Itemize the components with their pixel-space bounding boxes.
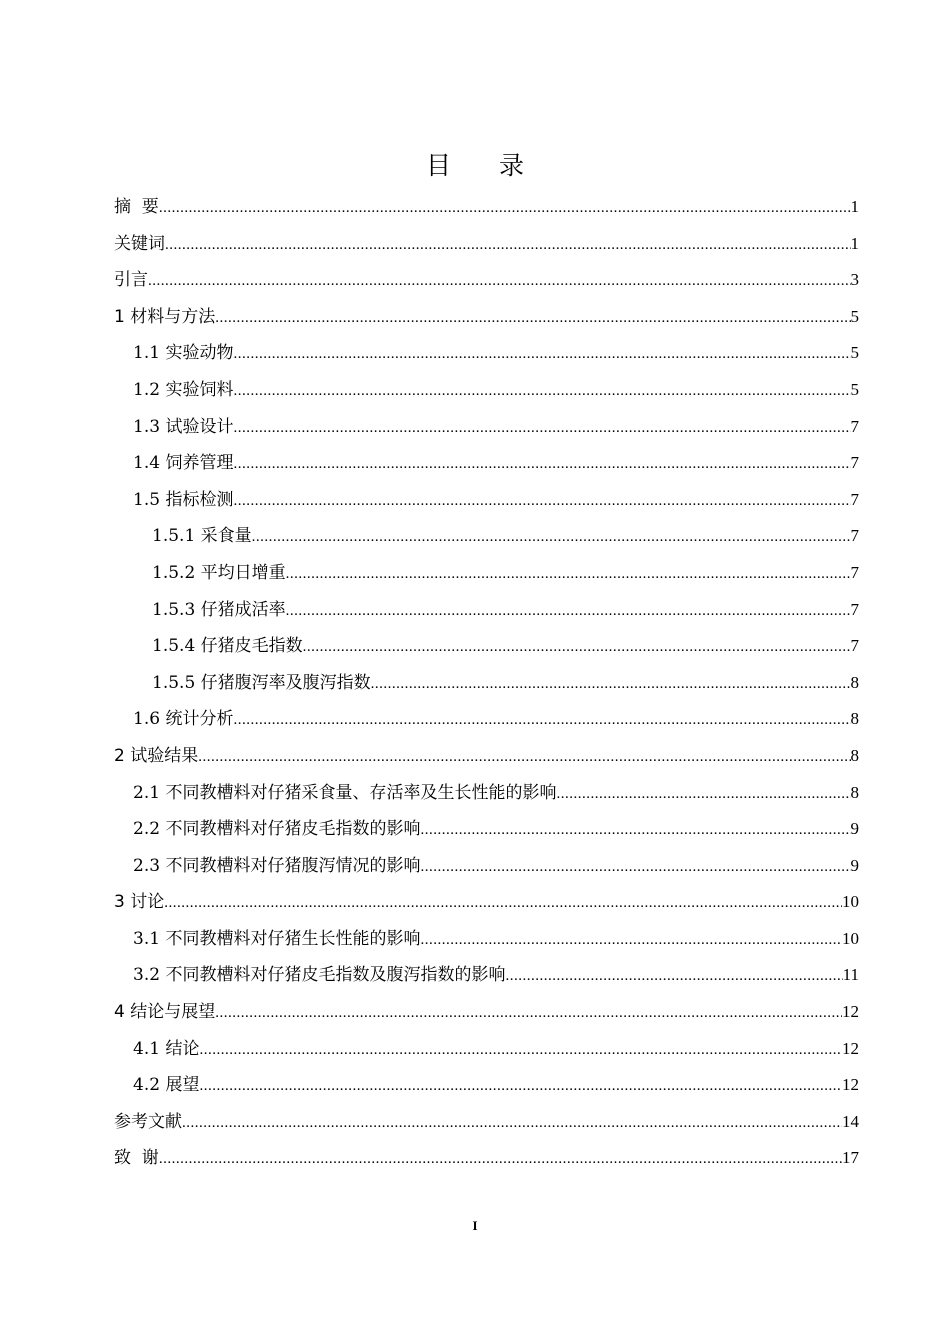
toc-entry-label: 引言 (114, 270, 148, 291)
toc-entry-label: 4 结论与展望 (114, 1002, 216, 1023)
toc-dot-leader (233, 486, 850, 516)
toc-dot-leader (182, 1108, 842, 1138)
toc-dot-leader (420, 925, 842, 955)
toc-dot-leader (164, 888, 842, 918)
toc-entry-page-number: 9 (850, 819, 859, 839)
toc-entry-page-number: 8 (850, 745, 859, 765)
toc-dot-leader (233, 413, 850, 443)
table-of-contents (114, 192, 859, 1180)
toc-dot-leader (159, 1144, 842, 1174)
toc-entry-label: 参考文献 (114, 1111, 182, 1132)
toc-dot-leader (252, 522, 851, 552)
toc-entry[interactable] (114, 448, 859, 485)
toc-entry-page-number: 7 (850, 562, 859, 582)
toc-entry[interactable] (114, 485, 859, 522)
toc-dot-leader (233, 705, 850, 735)
toc-entry[interactable] (114, 412, 859, 449)
toc-entry[interactable] (114, 924, 859, 961)
toc-dot-leader (420, 815, 850, 845)
toc-entry[interactable] (114, 375, 859, 412)
toc-entry-label: 1.1 实验动物 (133, 343, 234, 364)
toc-entry-label: 关键词 (114, 233, 165, 254)
toc-entry[interactable] (114, 521, 859, 558)
toc-dot-leader (148, 266, 851, 296)
toc-entry-page-number: 12 (842, 1038, 859, 1058)
page-number: I (472, 1218, 478, 1233)
toc-entry[interactable] (114, 1070, 859, 1107)
toc-entry-page-number: 8 (850, 782, 859, 802)
toc-entry-page-number: 1 (850, 197, 859, 216)
toc-entry[interactable] (114, 338, 859, 375)
toc-dot-leader (371, 669, 851, 699)
toc-entry-label: 1.5.5 仔猪腹泻率及腹泻指数 (152, 672, 371, 693)
toc-entry[interactable] (114, 192, 859, 229)
toc-entry-page-number: 17 (842, 1148, 859, 1168)
toc-entry-label: 3.1 不同教槽料对仔猪生长性能的影响 (133, 928, 421, 949)
toc-entry-label: 4.2 展望 (133, 1075, 200, 1096)
toc-entry[interactable] (114, 558, 859, 595)
toc-entry[interactable] (114, 851, 859, 888)
toc-dot-leader (420, 852, 850, 882)
toc-entry[interactable] (114, 887, 859, 924)
toc-entry-page-number: 7 (850, 599, 859, 619)
toc-entry-page-number: 7 (850, 453, 859, 473)
toc-dot-leader (199, 1071, 842, 1101)
toc-entry[interactable] (114, 741, 859, 778)
toc-entry-page-number: 9 (850, 855, 859, 875)
toc-entry-label: 1.5.4 仔猪皮毛指数 (152, 636, 303, 657)
toc-dot-leader (233, 376, 850, 406)
toc-entry-page-number: 14 (842, 1111, 859, 1131)
toc-dot-leader (556, 779, 850, 809)
toc-entry-page-number: 5 (850, 379, 859, 399)
toc-dot-leader (165, 230, 851, 260)
toc-entry[interactable] (114, 704, 859, 741)
toc-dot-leader (215, 998, 842, 1028)
toc-entry-label: 1 材料与方法 (114, 306, 216, 327)
toc-entry[interactable] (114, 778, 859, 815)
toc-entry-page-number: 10 (842, 928, 859, 948)
toc-entry-label: 2 试验结果 (114, 745, 199, 766)
toc-entry-page-number: 5 (850, 343, 859, 363)
toc-entry-label: 2.3 不同教槽料对仔猪腹泻情况的影响 (133, 855, 421, 876)
toc-entry-label: 1.6 统计分析 (133, 709, 234, 730)
toc-entry-page-number: 7 (850, 526, 859, 546)
toc-entry-label: 1.4 饲养管理 (133, 453, 234, 474)
toc-entry-label: 4.1 结论 (133, 1038, 200, 1059)
toc-entry-page-number: 5 (850, 306, 859, 326)
toc-entry[interactable] (114, 668, 859, 705)
toc-dot-leader (198, 742, 850, 772)
toc-entry[interactable] (114, 595, 859, 632)
toc-entry[interactable] (114, 302, 859, 339)
toc-entry-page-number: 8 (850, 672, 859, 692)
toc-entry-label: 1.3 试验设计 (133, 416, 234, 437)
toc-dot-leader (505, 961, 842, 991)
toc-entry[interactable] (114, 960, 859, 997)
toc-entry[interactable] (114, 1034, 859, 1071)
toc-entry-label: 2.2 不同教槽料对仔猪皮毛指数的影响 (133, 819, 421, 840)
toc-dot-leader (303, 632, 851, 662)
toc-entry[interactable] (114, 814, 859, 851)
toc-dot-leader (215, 303, 850, 333)
toc-entry-page-number: 7 (850, 489, 859, 509)
toc-dot-leader (233, 339, 850, 369)
toc-entry-label: 1.5.2 平均日增重 (152, 562, 286, 583)
toc-entry-label: 1.5.3 仔猪成活率 (152, 599, 286, 620)
toc-entry-label: 3 讨论 (114, 892, 165, 913)
toc-entry[interactable] (114, 997, 859, 1034)
toc-entry[interactable] (114, 229, 859, 266)
toc-entry-page-number: 7 (850, 416, 859, 436)
toc-entry-page-number: 12 (842, 1075, 859, 1095)
toc-dot-leader (199, 1035, 842, 1065)
toc-dot-leader (286, 596, 851, 626)
toc-dot-leader (286, 559, 851, 589)
toc-entry-page-number: 7 (850, 636, 859, 656)
toc-entry-page-number: 3 (850, 270, 859, 290)
toc-entry-label: 3.2 不同教槽料对仔猪皮毛指数及腹泻指数的影响 (133, 965, 506, 986)
toc-entry-label: 1.2 实验饲料 (133, 379, 234, 400)
toc-entry-page-number: 11 (842, 965, 859, 985)
toc-entry[interactable] (114, 265, 859, 302)
toc-entry-label: 1.5 指标检测 (133, 489, 234, 510)
toc-entry-label: 致 谢 (114, 1148, 159, 1169)
toc-entry[interactable] (114, 631, 859, 668)
toc-entry-page-number: 10 (842, 892, 859, 912)
toc-entry-page-number: 8 (850, 709, 859, 729)
page-title: 目录 (425, 151, 572, 180)
toc-entry-label: 摘 要 (114, 197, 159, 217)
toc-dot-leader (159, 193, 851, 223)
toc-entry-label: 2.1 不同教槽料对仔猪采食量、存活率及生长性能的影响 (133, 782, 557, 803)
toc-entry[interactable] (114, 1143, 859, 1180)
toc-entry[interactable] (114, 1107, 859, 1144)
toc-dot-leader (233, 449, 850, 479)
toc-entry-page-number: 1 (850, 233, 859, 253)
toc-entry-label: 1.5.1 采食量 (152, 526, 252, 547)
toc-entry-page-number: 12 (842, 1002, 859, 1022)
